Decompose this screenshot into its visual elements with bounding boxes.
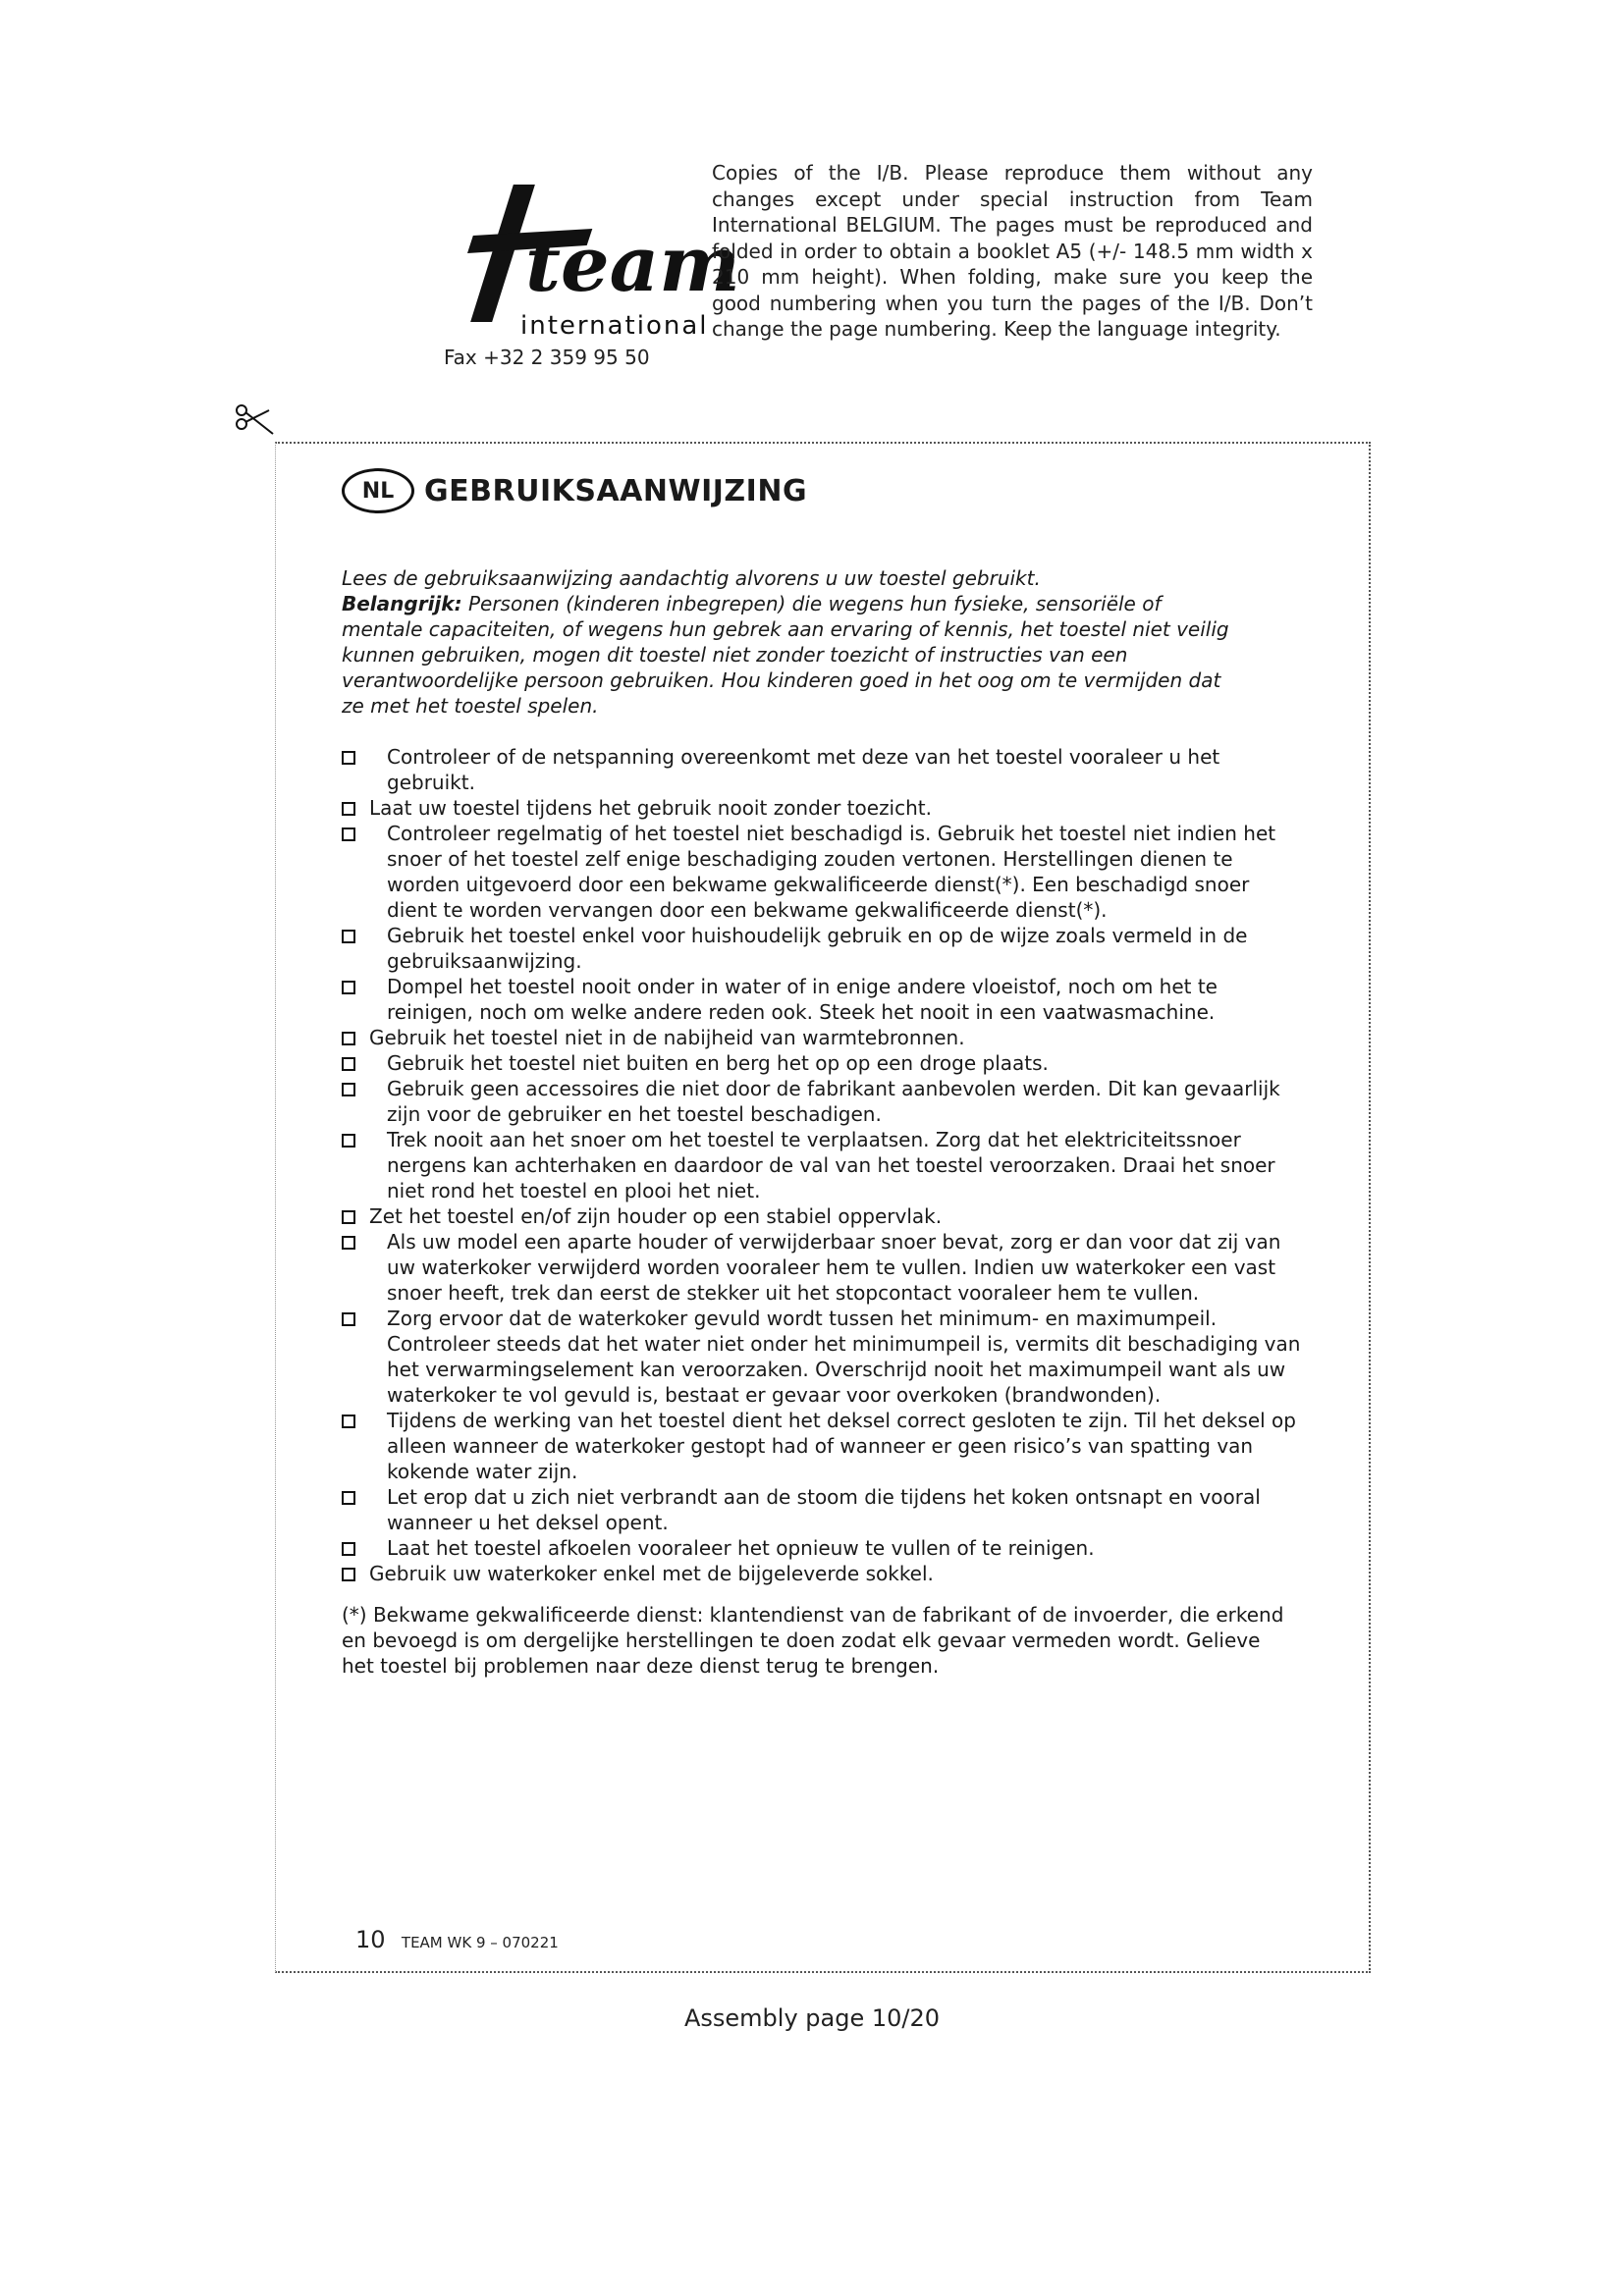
checkbox-bullet-icon bbox=[342, 1134, 355, 1148]
list-item bbox=[342, 1408, 1304, 1484]
checkbox-bullet-icon bbox=[342, 1057, 355, 1071]
checkbox-bullet-icon bbox=[342, 828, 355, 841]
list-item bbox=[342, 1229, 1304, 1306]
list-item-text: Zorg ervoor dat de waterkoker gevuld wordt tussen het minimum- en maximumpeil. Controleer steeds dat het water niet onder het minimumpeil is, vermits dit beschadiging van het verwarmingselement kan veroorzaken. Overschrijd nooit het maximumpeil want als uw waterkoker te vol gevuld is, bestaat er gevaar voor overkoken (brandwonden). bbox=[387, 1307, 1301, 1407]
list-item-text: Dompel het toestel nooit onder in water of in enige andere vloeistof, noch om het te reinigen, noch om welke andere reden ook. Steek het nooit in een vaatwasmachine. bbox=[387, 975, 1218, 1024]
list-item-text: Gebruik het toestel enkel voor huishoudelijk gebruik en op de wijze zoals vermeld in de gebruiksaanwijzing. bbox=[387, 924, 1248, 973]
list-item bbox=[342, 1025, 1304, 1050]
intro-text bbox=[342, 565, 1245, 719]
checkbox-bullet-icon bbox=[342, 981, 355, 994]
list-item bbox=[342, 1076, 1304, 1127]
section-header bbox=[342, 466, 807, 515]
list-item-text: Controleer of de netspanning overeenkomt met deze van het toestel vooraleer u het gebruikt. bbox=[387, 745, 1220, 794]
language-badge: NL bbox=[342, 468, 414, 513]
fax-number: Fax +32 2 359 95 50 bbox=[444, 346, 650, 369]
checkbox-bullet-icon bbox=[342, 930, 355, 943]
checkbox-bullet-icon bbox=[342, 1210, 355, 1224]
safety-checklist bbox=[342, 744, 1304, 1586]
list-item bbox=[342, 1306, 1304, 1408]
list-item bbox=[342, 1203, 1304, 1229]
model-code: TEAM WK 9 – 070221 bbox=[401, 1934, 559, 1951]
list-item bbox=[342, 1127, 1304, 1203]
list-item bbox=[342, 821, 1304, 923]
list-item bbox=[342, 1535, 1304, 1561]
checkbox-bullet-icon bbox=[342, 1568, 355, 1581]
checkbox-bullet-icon bbox=[342, 1312, 355, 1326]
list-item-text: Tijdens de werking van het toestel dient het deksel correct gesloten te zijn. Til het deksel op alleen wanneer de waterkoker gestopt had of wanneer er geen risico’s van spatting van kokende water zijn. bbox=[387, 1409, 1296, 1483]
list-item bbox=[342, 1561, 1304, 1586]
list-item bbox=[342, 744, 1304, 795]
section-title: GEBRUIKSAANWIJZING bbox=[424, 473, 808, 508]
list-item-text: Gebruik uw waterkoker enkel met de bijgeleverde sokkel. bbox=[369, 1562, 934, 1585]
list-item-text: Laat uw toestel tijdens het gebruik nooit zonder toezicht. bbox=[369, 796, 932, 820]
intro-important bbox=[342, 591, 1245, 719]
assembly-page-label: Assembly page 10/20 bbox=[683, 2004, 941, 2032]
list-item bbox=[342, 795, 1304, 821]
list-item-text: Als uw model een aparte houder of verwijderbaar snoer bevat, zorg er dan voor dat zij van uw waterkoker verwijderd worden vooraleer hem te vullen. Indien uw waterkoker een vast snoer heeft, trek dan eerst de stekker uit het stopcontact vooraleer hem te vullen. bbox=[387, 1230, 1281, 1305]
list-item bbox=[342, 923, 1304, 974]
list-item bbox=[342, 1050, 1304, 1076]
page-footer bbox=[355, 1926, 559, 1953]
list-item-text: Zet het toestel en/of zijn houder op een stabiel oppervlak. bbox=[369, 1204, 943, 1228]
list-item-text: Let erop dat u zich niet verbrandt aan de stoom die tijdens het koken ontsnapt en vooral wanneer u het deksel opent. bbox=[387, 1485, 1261, 1534]
important-label: Belangrijk: bbox=[342, 592, 462, 615]
list-item-text: Laat het toestel afkoelen vooraleer het opnieuw te vullen of te reinigen. bbox=[387, 1536, 1095, 1560]
team-international-logo bbox=[447, 175, 740, 342]
list-item-text: Gebruik het toestel niet buiten en berg het op op een droge plaats. bbox=[387, 1051, 1049, 1075]
checkbox-bullet-icon bbox=[342, 1032, 355, 1045]
list-item bbox=[342, 974, 1304, 1025]
list-item-text: Gebruik geen accessoires die niet door de fabrikant aanbevolen werden. Dit kan gevaarlijk zijn voor de gebruiker en het toestel beschadigen. bbox=[387, 1077, 1280, 1126]
checkbox-bullet-icon bbox=[342, 1415, 355, 1428]
scissors-icon bbox=[234, 402, 277, 442]
checkbox-bullet-icon bbox=[342, 1491, 355, 1505]
checkbox-bullet-icon bbox=[342, 1542, 355, 1556]
footnote: (*) Bekwame gekwalificeerde dienst: klantendienst van de fabrikant of de invoerder, die erkend en bevoegd is om dergelijke herstellingen te doen zodat elk gevaar vermeden wordt. Gelieve het toestel bij problemen naar deze dienst terug te brengen. bbox=[342, 1603, 1284, 1678]
intro-read-first: Lees de gebruiksaanwijzing aandachtig alvorens u uw toestel gebruikt. bbox=[342, 566, 1041, 590]
list-item-text: Controleer regelmatig of het toestel niet beschadigd is. Gebruik het toestel niet indien het snoer of het toestel zelf enige beschadiging zouden vertonen. Herstellingen dienen te worden uitgevoerd door een bekwame gekwalificeerde dienst(*). Een beschadigd snoer dient te worden vervangen door een bekwame gekwalificeerde dienst(*). bbox=[387, 822, 1276, 922]
page-number: 10 bbox=[355, 1926, 386, 1953]
checkbox-bullet-icon bbox=[342, 1236, 355, 1250]
logo-subtitle: international bbox=[520, 311, 709, 341]
logo-word: team bbox=[525, 220, 740, 309]
list-item-text: Gebruik het toestel niet in de nabijheid van warmtebronnen. bbox=[369, 1026, 965, 1049]
checkbox-bullet-icon bbox=[342, 751, 355, 765]
list-item-text: Trek nooit aan het snoer om het toestel te verplaatsen. Zorg dat het elektriciteitssnoer nergens kan achterhaken en daardoor de val van het toestel veroorzaken. Draai het snoer niet rond het toestel en plooi het niet. bbox=[387, 1128, 1275, 1202]
important-text: Personen (kinderen inbegrepen) die wegens hun fysieke, sensoriële of mentale capaciteiten, of wegens hun gebrek aan ervaring of kennis, het toestel niet veilig kunnen gebruiken, mogen dit toestel niet zonder toezicht of instructies van een verantwoordelijke persoon gebruiken. Hou kinderen goed in het oog om te vermijden dat ze met het toestel spelen. bbox=[342, 592, 1229, 718]
checkbox-bullet-icon bbox=[342, 802, 355, 816]
reproduction-instructions: Copies of the I/B. Please reproduce them without any changes except under special instruction from Team International BELGIUM. The pages must be reproduced and folded in order to obtain a booklet A5 (+/- 148.5 mm width x 210 mm height). When folding, make sure you keep the good numbering when you turn the pages of the I/B. Don’t change the page numbering. Keep the language integrity. bbox=[712, 161, 1313, 341]
checkbox-bullet-icon bbox=[342, 1083, 355, 1096]
list-item bbox=[342, 1484, 1304, 1535]
